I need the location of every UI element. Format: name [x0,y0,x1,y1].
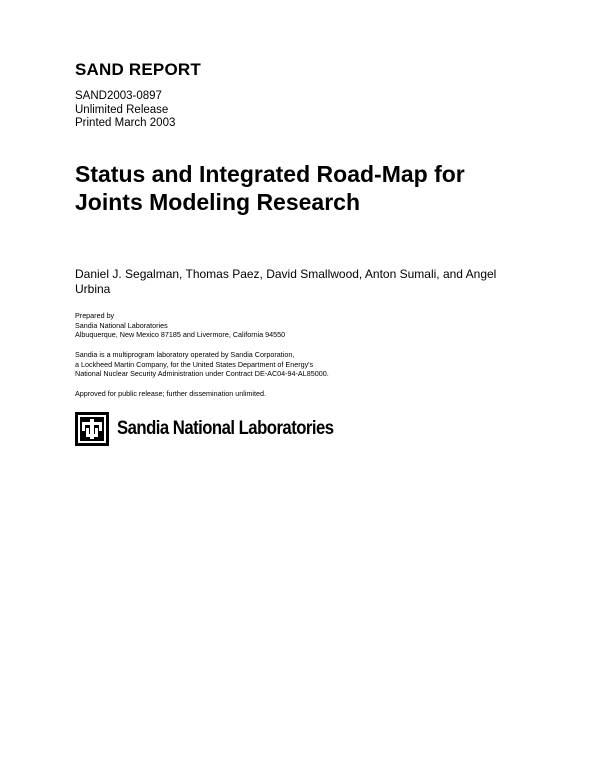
sandia-logo-wordmark: Sandia National Laboratories [117,418,334,439]
report-title [75,160,545,216]
sandia-logo [75,411,363,447]
sandia-thunderbird-icon [75,412,109,446]
prepared-by-organization: Sandia National Laboratories [75,320,168,330]
report-metadata [75,90,175,131]
release-status: Unlimited Release [75,103,169,116]
sandia-description-line-1: Sandia is a multiprogram laboratory operated by Sandia Corporation, [75,350,295,359]
sandia-description-block [75,350,329,379]
print-date: Printed March 2003 [75,117,176,129]
report-number: SAND2003-0897 [75,90,162,102]
author-list-line-1: Daniel J. Segalman, Thomas Paez, David Smallwood, Anton Sumali, and Angel [75,267,497,281]
prepared-by-block [75,311,285,340]
approval-statement: Approved for public release; further dissemination unlimited. [75,389,266,398]
report-title-line-2: Joints Modeling Research [75,189,361,215]
sandia-description-line-2: a Lockheed Martin Company, for the United States Department of Energy's [75,359,314,369]
report-title-line-1: Status and Integrated Road-Map for [75,161,465,187]
report-type-heading: SAND REPORT [75,60,201,79]
prepared-by-address: Albuquerque, New Mexico 87185 and Livermore, California 94550 [75,330,286,340]
author-list-line-2: Urbina [75,282,111,296]
author-list [75,267,515,297]
prepared-by-label: Prepared by [75,311,115,320]
sandia-description-line-3: National Nuclear Security Administration under Contract DE-AC04-94-AL85000. [75,369,329,379]
